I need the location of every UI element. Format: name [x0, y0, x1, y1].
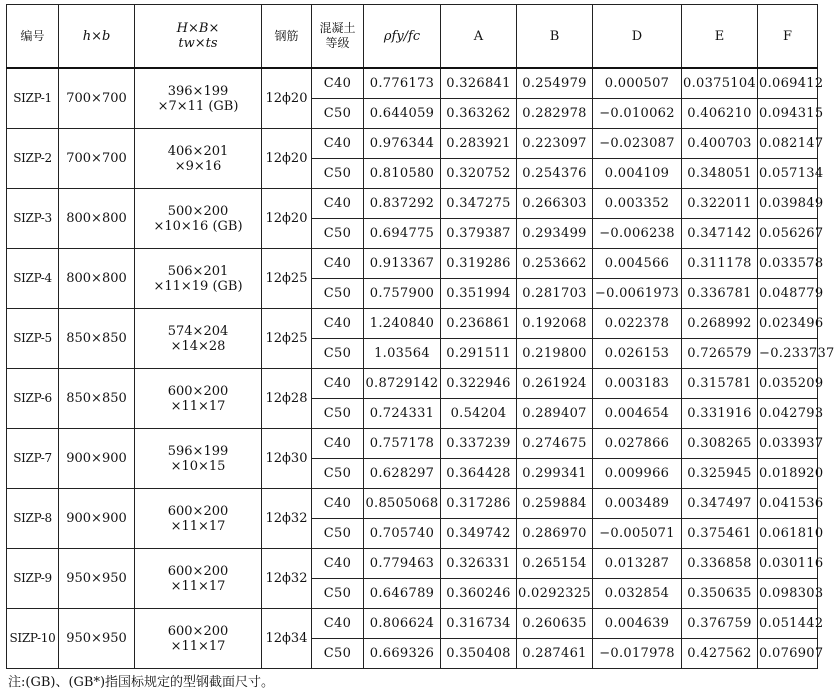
f-cell: 0.061810 — [758, 519, 818, 549]
ratio-cell: 0.646789 — [364, 579, 441, 609]
section-line-2: ×11×17 — [170, 518, 226, 534]
d-cell: −0.017978 — [593, 639, 682, 669]
d-cell: 0.027866 — [593, 429, 682, 459]
grade-cell: C50 — [312, 279, 364, 309]
rebar-cell: 12ϕ32 — [262, 489, 312, 549]
grade-cell: C40 — [312, 249, 364, 279]
b-cell: 0.265154 — [517, 549, 593, 579]
ratio-cell: 0.913367 — [364, 249, 441, 279]
a-cell: 0.347275 — [441, 189, 517, 219]
ratio-cell: 0.724331 — [364, 399, 441, 429]
section-cell — [135, 549, 262, 609]
table-body — [7, 68, 835, 669]
table-row — [7, 609, 818, 639]
e-cell: 0.427562 — [682, 639, 758, 669]
f-cell: 0.018920 — [758, 459, 818, 489]
section-cell — [135, 489, 262, 549]
f-cell: 0.048779 — [758, 279, 818, 309]
table-row — [7, 429, 818, 459]
section-line-1: 600×200 — [167, 623, 229, 639]
header-section-line1: H×B× — [176, 21, 220, 36]
specimen-id-cell: SIZP-3 — [7, 189, 59, 249]
section-cell — [135, 429, 262, 489]
b-cell: 0.254376 — [517, 159, 593, 189]
f-cell: 0.039849 — [758, 189, 818, 219]
hb-cell: 800×800 — [59, 249, 135, 309]
f-cell: 0.033578 — [758, 249, 818, 279]
d-cell: −0.006238 — [593, 219, 682, 249]
header-f: F — [758, 5, 818, 69]
table-row — [7, 309, 818, 339]
section-line-1: 396×199 — [167, 83, 229, 99]
ratio-cell: 0.776173 — [364, 68, 441, 99]
specimen-id-cell: SIZP-4 — [7, 249, 59, 309]
grade-cell: C50 — [312, 339, 364, 369]
grade-cell: C40 — [312, 189, 364, 219]
hb-cell: 850×850 — [59, 309, 135, 369]
parameter-table — [6, 4, 835, 669]
grade-cell: C40 — [312, 489, 364, 519]
grade-cell: C40 — [312, 129, 364, 159]
d-cell: 0.003352 — [593, 189, 682, 219]
b-cell: 0.253662 — [517, 249, 593, 279]
grade-cell: C40 — [312, 609, 364, 639]
b-cell: 0.274675 — [517, 429, 593, 459]
ratio-cell: 0.806624 — [364, 609, 441, 639]
d-cell: 0.022378 — [593, 309, 682, 339]
section-line-2: ×11×17 — [170, 398, 226, 414]
grade-cell: C40 — [312, 68, 364, 99]
grade-cell: C40 — [312, 429, 364, 459]
f-cell: 0.030116 — [758, 549, 818, 579]
a-cell: 0.349742 — [441, 519, 517, 549]
b-cell: 0.0292325 — [517, 579, 593, 609]
table-row — [7, 489, 818, 519]
a-cell: 0.363262 — [441, 99, 517, 129]
ratio-cell: 0.8505068 — [364, 489, 441, 519]
f-cell: 0.082147 — [758, 129, 818, 159]
b-cell: 0.259884 — [517, 489, 593, 519]
specimen-id-cell: SIZP-10 — [7, 609, 59, 669]
d-cell: −0.0061973 — [593, 279, 682, 309]
e-cell: 0.376759 — [682, 609, 758, 639]
ratio-cell: 0.757900 — [364, 279, 441, 309]
e-cell: 0.348051 — [682, 159, 758, 189]
section-line-2: ×10×16 (GB) — [153, 218, 243, 234]
e-cell: 0.315781 — [682, 369, 758, 399]
a-cell: 0.54204 — [441, 399, 517, 429]
section-cell — [135, 189, 262, 249]
section-line-1: 600×200 — [167, 503, 229, 519]
section-line-1: 596×199 — [167, 443, 229, 459]
a-cell: 0.326331 — [441, 549, 517, 579]
ratio-cell: 0.669326 — [364, 639, 441, 669]
e-cell: 0.406210 — [682, 99, 758, 129]
a-cell: 0.291511 — [441, 339, 517, 369]
ratio-cell: 1.03564 — [364, 339, 441, 369]
section-line-1: 600×200 — [167, 563, 229, 579]
header-grade-line2: 等级 — [325, 36, 350, 50]
section-cell — [135, 609, 262, 669]
b-cell: 0.293499 — [517, 219, 593, 249]
e-cell: 0.400703 — [682, 129, 758, 159]
ratio-cell: 0.837292 — [364, 189, 441, 219]
specimen-id-cell: SIZP-7 — [7, 429, 59, 489]
a-cell: 0.317286 — [441, 489, 517, 519]
f-cell: 0.042793 — [758, 399, 818, 429]
grade-cell: C40 — [312, 369, 364, 399]
e-cell: 0.375461 — [682, 519, 758, 549]
d-cell: 0.013287 — [593, 549, 682, 579]
b-cell: 0.289407 — [517, 399, 593, 429]
hb-cell: 800×800 — [59, 189, 135, 249]
section-line-1: 500×200 — [167, 203, 229, 219]
ratio-cell: 0.705740 — [364, 519, 441, 549]
e-cell: 0.347142 — [682, 219, 758, 249]
table-header-row — [7, 5, 818, 69]
d-cell: 0.004639 — [593, 609, 682, 639]
b-cell: 0.261924 — [517, 369, 593, 399]
d-cell: 0.003489 — [593, 489, 682, 519]
a-cell: 0.364428 — [441, 459, 517, 489]
d-cell: 0.000507 — [593, 68, 682, 99]
f-cell: −0.233737 — [758, 339, 818, 369]
grade-cell: C50 — [312, 579, 364, 609]
rebar-cell: 12ϕ25 — [262, 309, 312, 369]
b-cell: 0.254979 — [517, 68, 593, 99]
rebar-cell: 12ϕ32 — [262, 549, 312, 609]
d-cell: 0.004566 — [593, 249, 682, 279]
f-cell: 0.057134 — [758, 159, 818, 189]
b-cell: 0.223097 — [517, 129, 593, 159]
rebar-cell: 12ϕ30 — [262, 429, 312, 489]
e-cell: 0.336781 — [682, 279, 758, 309]
e-cell: 0.308265 — [682, 429, 758, 459]
ratio-cell: 1.240840 — [364, 309, 441, 339]
header-a: A — [441, 5, 517, 69]
ratio-cell: 0.976344 — [364, 129, 441, 159]
specimen-id-cell: SIZP-6 — [7, 369, 59, 429]
a-cell: 0.316734 — [441, 609, 517, 639]
e-cell: 0.726579 — [682, 339, 758, 369]
hb-cell: 700×700 — [59, 129, 135, 189]
a-cell: 0.351994 — [441, 279, 517, 309]
section-cell — [135, 129, 262, 189]
ratio-cell: 0.810580 — [364, 159, 441, 189]
header-section-line2: tw×ts — [178, 36, 218, 51]
a-cell: 0.320752 — [441, 159, 517, 189]
header-ratio: ρfy/fc — [364, 5, 441, 69]
b-cell: 0.286970 — [517, 519, 593, 549]
f-cell: 0.076907 — [758, 639, 818, 669]
section-line-2: ×10×15 — [170, 458, 226, 474]
d-cell: −0.010062 — [593, 99, 682, 129]
section-cell — [135, 68, 262, 129]
d-cell: 0.009966 — [593, 459, 682, 489]
specimen-id-cell: SIZP-5 — [7, 309, 59, 369]
ratio-cell: 0.644059 — [364, 99, 441, 129]
d-cell: 0.004109 — [593, 159, 682, 189]
grade-cell: C50 — [312, 99, 364, 129]
specimen-id-cell: SIZP-8 — [7, 489, 59, 549]
header-grade-line1: 混凝土 — [319, 21, 356, 35]
e-cell: 0.331916 — [682, 399, 758, 429]
header-d: D — [593, 5, 682, 69]
e-cell: 0.0375104 — [682, 68, 758, 99]
a-cell: 0.283921 — [441, 129, 517, 159]
section-line-2: ×11×17 — [170, 638, 226, 654]
header-hb: h×b — [59, 5, 135, 69]
grade-cell: C50 — [312, 519, 364, 549]
grade-cell: C50 — [312, 639, 364, 669]
grade-cell: C40 — [312, 309, 364, 339]
d-cell: 0.032854 — [593, 579, 682, 609]
d-cell: −0.005071 — [593, 519, 682, 549]
table-row — [7, 189, 818, 219]
b-cell: 0.266303 — [517, 189, 593, 219]
table-row — [7, 68, 818, 99]
hb-cell: 950×950 — [59, 609, 135, 669]
ratio-cell: 0.8729142 — [364, 369, 441, 399]
b-cell: 0.299341 — [517, 459, 593, 489]
rebar-cell: 12ϕ20 — [262, 129, 312, 189]
e-cell: 0.322011 — [682, 189, 758, 219]
grade-cell: C50 — [312, 219, 364, 249]
hb-cell: 850×850 — [59, 369, 135, 429]
f-cell: 0.033937 — [758, 429, 818, 459]
a-cell: 0.319286 — [441, 249, 517, 279]
section-line-1: 600×200 — [167, 383, 229, 399]
e-cell: 0.350635 — [682, 579, 758, 609]
specimen-id-cell: SIZP-1 — [7, 68, 59, 129]
table-row — [7, 129, 818, 159]
rebar-cell: 12ϕ34 — [262, 609, 312, 669]
section-cell — [135, 369, 262, 429]
b-cell: 0.281703 — [517, 279, 593, 309]
b-cell: 0.219800 — [517, 339, 593, 369]
f-cell: 0.094315 — [758, 99, 818, 129]
section-cell — [135, 249, 262, 309]
d-cell: −0.023087 — [593, 129, 682, 159]
header-grade — [312, 5, 364, 69]
rebar-cell: 12ϕ20 — [262, 68, 312, 129]
a-cell: 0.379387 — [441, 219, 517, 249]
a-cell: 0.236861 — [441, 309, 517, 339]
a-cell: 0.350408 — [441, 639, 517, 669]
e-cell: 0.347497 — [682, 489, 758, 519]
table-row — [7, 249, 818, 279]
specimen-id-cell: SIZP-2 — [7, 129, 59, 189]
b-cell: 0.287461 — [517, 639, 593, 669]
b-cell: 0.282978 — [517, 99, 593, 129]
f-cell: 0.023496 — [758, 309, 818, 339]
ratio-cell: 0.628297 — [364, 459, 441, 489]
header-id: 编号 — [7, 5, 59, 69]
ratio-cell: 0.757178 — [364, 429, 441, 459]
table-note: 注:(GB)、(GB*)指国标规定的型钢截面尺寸。 — [8, 675, 275, 690]
grade-cell: C50 — [312, 399, 364, 429]
e-cell: 0.336858 — [682, 549, 758, 579]
a-cell: 0.322946 — [441, 369, 517, 399]
hb-cell: 900×900 — [59, 429, 135, 489]
f-cell: 0.069412 — [758, 68, 818, 99]
hb-cell: 950×950 — [59, 549, 135, 609]
ratio-cell: 0.694775 — [364, 219, 441, 249]
section-line-2: ×14×28 — [170, 338, 226, 354]
f-cell: 0.056267 — [758, 219, 818, 249]
f-cell: 0.098303 — [758, 579, 818, 609]
rebar-cell: 12ϕ25 — [262, 249, 312, 309]
table-row — [7, 369, 818, 399]
header-b: B — [517, 5, 593, 69]
section-line-2: ×11×17 — [170, 578, 226, 594]
f-cell: 0.035209 — [758, 369, 818, 399]
section-line-2: ×7×11 (GB) — [157, 98, 239, 114]
header-section — [135, 5, 262, 69]
a-cell: 0.360246 — [441, 579, 517, 609]
f-cell: 0.041536 — [758, 489, 818, 519]
header-e: E — [682, 5, 758, 69]
section-line-2: ×9×16 — [174, 158, 222, 174]
section-cell — [135, 309, 262, 369]
d-cell: 0.003183 — [593, 369, 682, 399]
table-row — [7, 549, 818, 579]
d-cell: 0.004654 — [593, 399, 682, 429]
b-cell: 0.192068 — [517, 309, 593, 339]
rebar-cell: 12ϕ28 — [262, 369, 312, 429]
specimen-id-cell: SIZP-9 — [7, 549, 59, 609]
e-cell: 0.268992 — [682, 309, 758, 339]
ratio-cell: 0.779463 — [364, 549, 441, 579]
section-line-2: ×11×19 (GB) — [153, 278, 243, 294]
a-cell: 0.326841 — [441, 68, 517, 99]
section-line-1: 506×201 — [167, 263, 229, 279]
grade-cell: C40 — [312, 549, 364, 579]
grade-cell: C50 — [312, 459, 364, 489]
e-cell: 0.311178 — [682, 249, 758, 279]
b-cell: 0.260635 — [517, 609, 593, 639]
e-cell: 0.325945 — [682, 459, 758, 489]
hb-cell: 900×900 — [59, 489, 135, 549]
f-cell: 0.051442 — [758, 609, 818, 639]
section-line-1: 406×201 — [167, 143, 229, 159]
a-cell: 0.337239 — [441, 429, 517, 459]
header-rebar: 钢筋 — [262, 5, 312, 69]
rebar-cell: 12ϕ20 — [262, 189, 312, 249]
d-cell: 0.026153 — [593, 339, 682, 369]
section-line-1: 574×204 — [167, 323, 229, 339]
hb-cell: 700×700 — [59, 68, 135, 129]
grade-cell: C50 — [312, 159, 364, 189]
